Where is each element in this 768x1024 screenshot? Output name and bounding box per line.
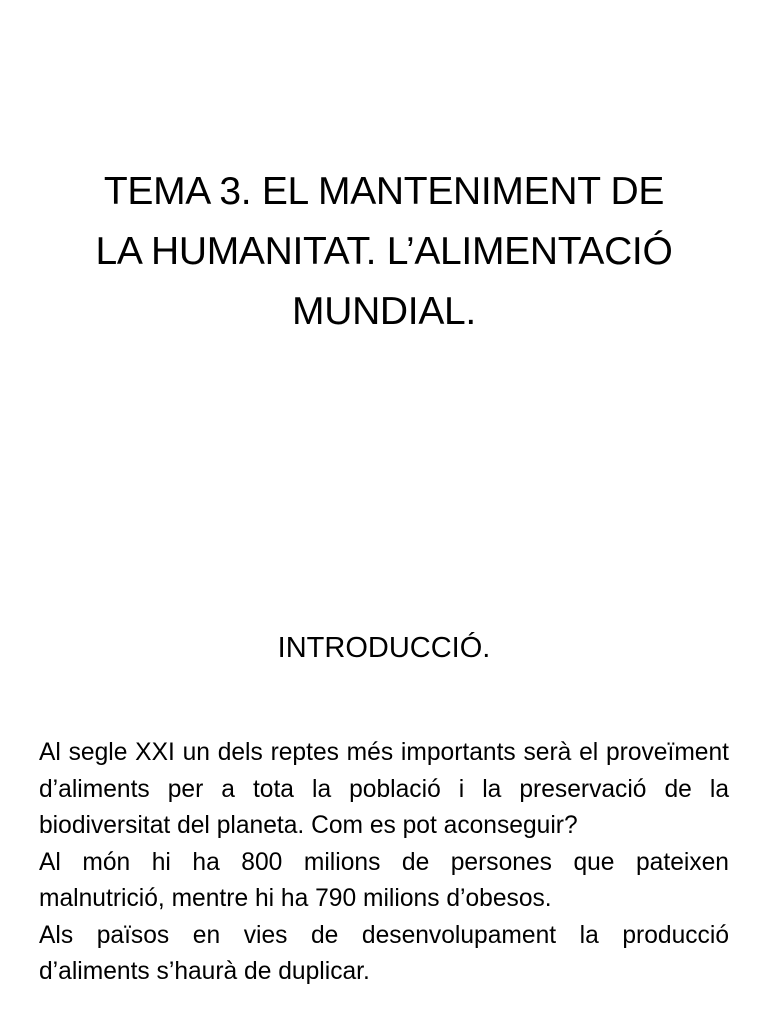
- title-line-2: LA HUMANITAT. L’ALIMENTACIÓ: [95, 230, 673, 273]
- section-heading: INTRODUCCIÓ.: [277, 632, 491, 664]
- body-text: [39, 735, 729, 991]
- paragraph-3: Als països en vies de desenvolupament la producció d’aliments s’haurà de duplicar.: [39, 921, 729, 985]
- paragraph-2: Al món hi ha 800 milions de persones que pateixen malnutrició, mentre hi ha 790 milions d’obesos.: [39, 848, 729, 912]
- title-line-3: MUNDIAL.: [292, 290, 476, 333]
- page-title: [40, 162, 728, 342]
- title-line-1: TEMA 3. EL MANTENIMENT DE: [103, 170, 665, 213]
- paragraph-1: Al segle XXI un dels reptes més importants serà el proveïment d’aliments per a tota la població i la preservació de la biodiversitat del planeta. Com es pot aconseguir?: [39, 739, 729, 839]
